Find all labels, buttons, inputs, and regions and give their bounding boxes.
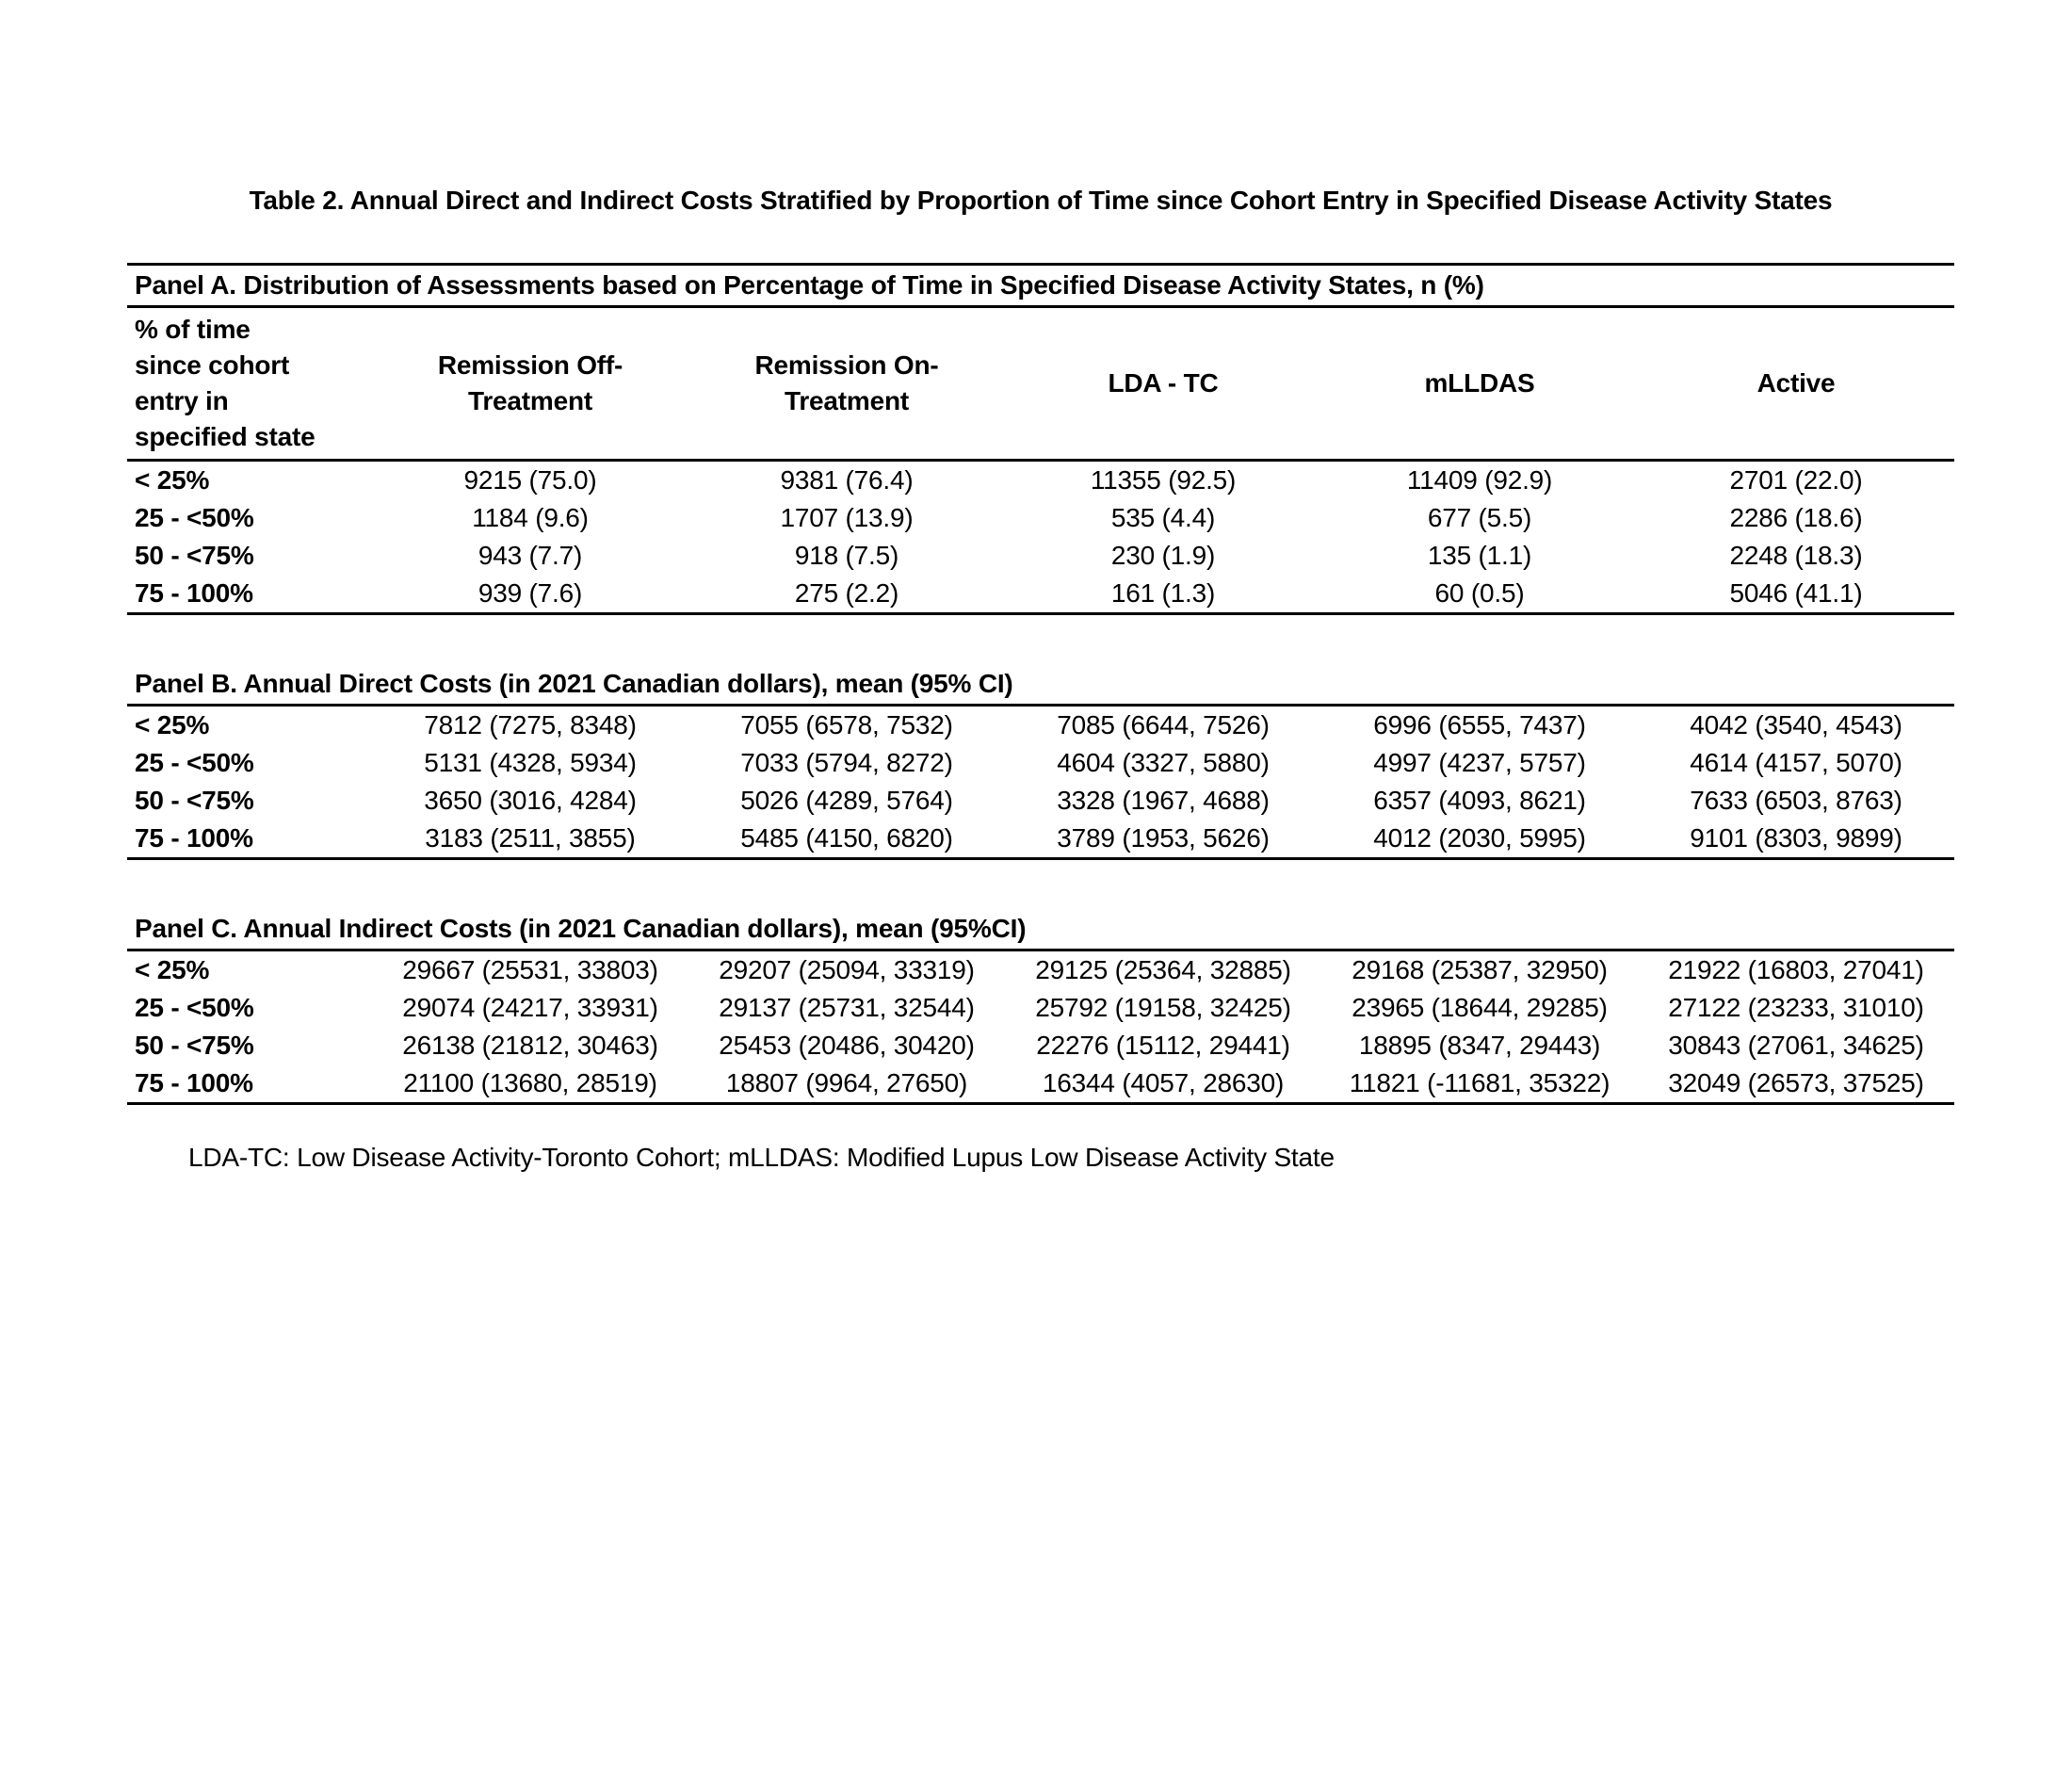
row-label: 75 - 100% xyxy=(135,1068,253,1097)
table-cell: 9381 (76.4) xyxy=(780,465,914,495)
table-cell: 25792 (19158, 32425) xyxy=(1035,993,1291,1022)
table-cell: 23965 (18644, 29285) xyxy=(1352,993,1608,1022)
table-cell: 25453 (20486, 30420) xyxy=(719,1031,975,1060)
table-cell: 4012 (2030, 5995) xyxy=(1373,823,1586,853)
table-cell: 6996 (6555, 7437) xyxy=(1373,710,1586,739)
table-cell: 3650 (3016, 4284) xyxy=(424,786,637,815)
table-cell: 7812 (7275, 8348) xyxy=(424,710,637,739)
table-cell: 29074 (24217, 33931) xyxy=(402,993,658,1022)
table-cell: 7633 (6503, 8763) xyxy=(1690,786,1902,815)
table-cell: 29125 (25364, 32885) xyxy=(1035,955,1291,984)
table-cell: 29168 (25387, 32950) xyxy=(1352,955,1608,984)
panel-a-heading: Panel A. Distribution of Assessments based on Percentage of Time in Specified Disease Activity States, n (%) xyxy=(135,270,1484,300)
table-cell: 29137 (25731, 32544) xyxy=(719,993,975,1022)
table-cell: 60 (0.5) xyxy=(1434,578,1525,608)
table-cell: 18807 (9964, 27650) xyxy=(725,1068,968,1097)
table-cell: 535 (4.4) xyxy=(1110,503,1216,532)
table-row xyxy=(127,1064,1954,1102)
table-cell: 30843 (27061, 34625) xyxy=(1668,1031,1924,1060)
table-cell: 29207 (25094, 33319) xyxy=(719,955,975,984)
stub-header-line: specified state xyxy=(135,422,316,451)
section-gap xyxy=(127,615,1954,664)
table-cell: 4604 (3327, 5880) xyxy=(1057,748,1270,777)
stub-header-line: since cohort xyxy=(135,350,290,380)
table-cell: 5131 (4328, 5934) xyxy=(424,748,637,777)
row-label: 25 - <50% xyxy=(135,993,254,1022)
panel-b-body xyxy=(127,707,1954,857)
table-cell: 1184 (9.6) xyxy=(472,503,589,532)
panel-b-heading: Panel B. Annual Direct Costs (in 2021 Canadian dollars), mean (95% CI) xyxy=(135,669,1013,698)
table-cell: 22276 (15112, 29441) xyxy=(1036,1031,1290,1060)
panel-c-body xyxy=(127,951,1954,1102)
column-header-lda-tc: LDA - TC xyxy=(1108,368,1219,398)
table-cell: 27122 (23233, 31010) xyxy=(1668,993,1924,1022)
table-cell: 29667 (25531, 33803) xyxy=(402,955,658,984)
row-label: 50 - <75% xyxy=(135,786,254,815)
row-label: < 25% xyxy=(135,465,210,495)
table-row xyxy=(127,989,1954,1027)
table-row xyxy=(127,1027,1954,1064)
column-header-row xyxy=(127,308,1954,459)
table-row xyxy=(127,951,1954,989)
table-cell: 5026 (4289, 5764) xyxy=(740,786,953,815)
table-row xyxy=(127,575,1954,612)
stub-header-line: % of time xyxy=(135,315,251,344)
panel-a-body xyxy=(127,462,1954,612)
table-row xyxy=(127,462,1954,499)
table-row xyxy=(127,537,1954,575)
row-label: 25 - <50% xyxy=(135,503,254,532)
table-cell: 943 (7.7) xyxy=(478,541,583,570)
table-cell: 6357 (4093, 8621) xyxy=(1373,786,1586,815)
column-header-remission-off-treatment: Remission Off- Treatment xyxy=(437,350,623,415)
table-cell: 1707 (13.9) xyxy=(780,503,914,532)
table-cell: 26138 (21812, 30463) xyxy=(402,1031,658,1060)
abbreviations-footnote: LDA-TC: Low Disease Activity-Toronto Cohort; mLLDAS: Modified Lupus Low Disease Activity State xyxy=(188,1143,1335,1172)
table-cell: 11409 (92.9) xyxy=(1406,465,1553,495)
table-cell: 11355 (92.5) xyxy=(1090,465,1237,495)
table-cell: 677 (5.5) xyxy=(1427,503,1532,532)
table-cell: 7055 (6578, 7532) xyxy=(740,710,953,739)
table-cell: 135 (1.1) xyxy=(1427,541,1532,570)
table-cell: 230 (1.9) xyxy=(1110,541,1216,570)
row-label: < 25% xyxy=(135,710,210,739)
column-header-remission-on-treatment: Remission On- Treatment xyxy=(754,350,939,415)
table-cell: 5046 (41.1) xyxy=(1729,578,1863,608)
table-cell: 275 (2.2) xyxy=(794,578,899,608)
table-cell: 9215 (75.0) xyxy=(463,465,597,495)
table-cell: 3328 (1967, 4688) xyxy=(1057,786,1270,815)
table-cell: 7085 (6644, 7526) xyxy=(1057,710,1270,739)
table-cell: 11821 (-11681, 35322) xyxy=(1349,1068,1611,1097)
document-page xyxy=(0,186,2072,1787)
table-cell: 2701 (22.0) xyxy=(1729,465,1863,495)
table-cell: 4614 (4157, 5070) xyxy=(1690,748,1902,777)
row-label: 50 - <75% xyxy=(135,541,254,570)
table-row xyxy=(127,499,1954,537)
table-cell: 161 (1.3) xyxy=(1110,578,1216,608)
table-cell: 4997 (4237, 5757) xyxy=(1373,748,1586,777)
table-cell: 4042 (3540, 4543) xyxy=(1690,710,1902,739)
table-row xyxy=(127,782,1954,820)
table-row xyxy=(127,820,1954,857)
table-cell: 918 (7.5) xyxy=(794,541,899,570)
row-label: < 25% xyxy=(135,955,210,984)
row-label: 50 - <75% xyxy=(135,1031,254,1060)
section-gap xyxy=(127,860,1954,909)
table-title: Table 2. Annual Direct and Indirect Costs Stratified by Proportion of Time since Cohort Entry in Specified Disease Activity States xyxy=(249,186,1833,215)
stub-header-line: entry in xyxy=(135,386,229,415)
table-row xyxy=(127,744,1954,782)
table-row xyxy=(127,707,1954,744)
panel-c-heading: Panel C. Annual Indirect Costs (in 2021 Canadian dollars), mean (95%CI) xyxy=(135,914,1027,943)
horizontal-rule xyxy=(127,1102,1954,1105)
table-cell: 939 (7.6) xyxy=(478,578,583,608)
row-label: 25 - <50% xyxy=(135,748,254,777)
table-cell: 7033 (5794, 8272) xyxy=(740,748,953,777)
row-label: 75 - 100% xyxy=(135,578,253,608)
table-cell: 9101 (8303, 9899) xyxy=(1690,823,1902,853)
table-cell: 18895 (8347, 29443) xyxy=(1358,1031,1601,1060)
table-cell: 32049 (26573, 37525) xyxy=(1668,1068,1924,1097)
column-header-active: Active xyxy=(1756,368,1836,398)
table-cell: 3789 (1953, 5626) xyxy=(1057,823,1270,853)
table-cell: 16344 (4057, 28630) xyxy=(1042,1068,1285,1097)
table xyxy=(127,263,1954,1105)
column-header-mlldas: mLLDAS xyxy=(1424,368,1535,398)
table-cell: 5485 (4150, 6820) xyxy=(740,823,953,853)
stub-header xyxy=(127,308,372,459)
table-cell: 3183 (2511, 3855) xyxy=(425,823,636,853)
table-cell: 21922 (16803, 27041) xyxy=(1668,955,1924,984)
row-label: 75 - 100% xyxy=(135,823,253,853)
table-cell: 2286 (18.6) xyxy=(1729,503,1863,532)
table-cell: 21100 (13680, 28519) xyxy=(403,1068,657,1097)
table-cell: 2248 (18.3) xyxy=(1729,541,1863,570)
